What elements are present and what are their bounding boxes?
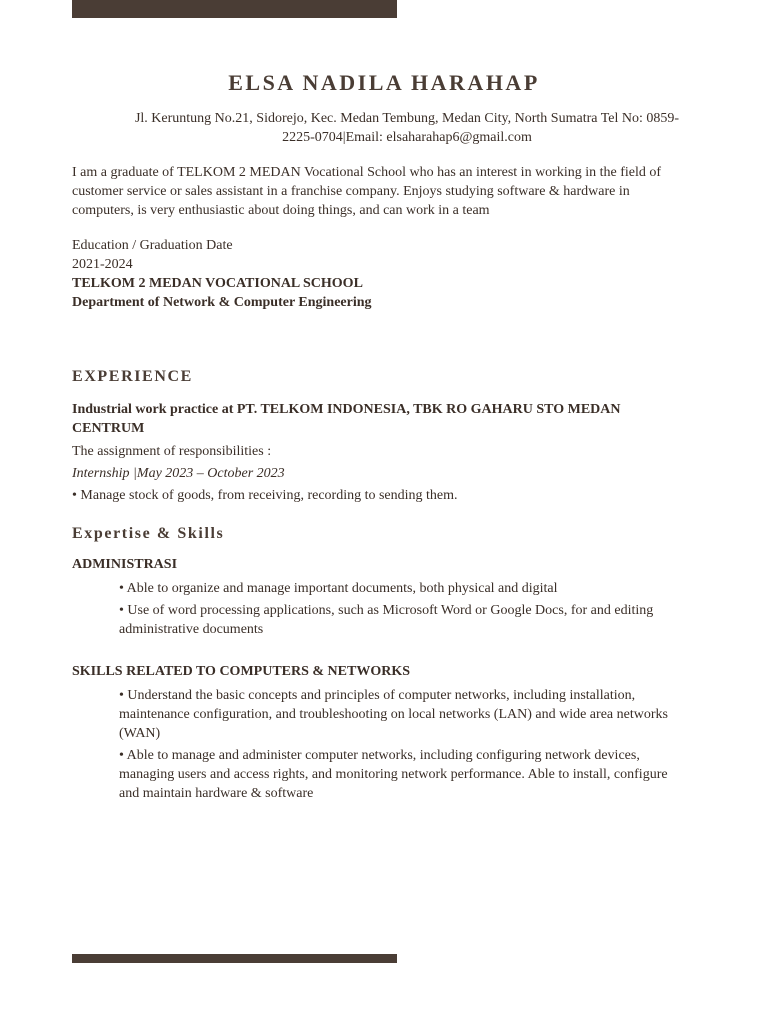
bottom-decorative-bar (72, 954, 397, 963)
experience-section (72, 400, 692, 505)
list-item: • Use of word processing applications, such as Microsoft Word or Google Docs, for and editing administrative documents (119, 603, 654, 637)
contact-address: Jl. Keruntung No.21, Sidorejo, Kec. Medan Tembung, Medan City, North Sumatra Tel No: 0859-2225-0704|Email: elsaharahap6@gmail.com (134, 111, 680, 145)
candidate-name: ELSA NADILA HARAHAP (228, 70, 540, 95)
network-skills-heading: SKILLS RELATED TO COMPUTERS & NETWORKS (72, 664, 411, 679)
education-department: Department of Network & Computer Engineering (72, 295, 372, 310)
experience-role: Industrial work practice at PT. TELKOM INDONESIA, TBK RO GAHARU STO MEDAN CENTRUM (72, 402, 621, 436)
experience-heading: EXPERIENCE (72, 368, 193, 385)
experience-period: Internship |May 2023 – October 2023 (72, 466, 285, 481)
experience-assignment-label: The assignment of responsibilities : (72, 444, 272, 459)
admin-skills-heading: ADMINISTRASI (72, 557, 178, 572)
education-years: 2021-2024 (72, 257, 133, 272)
profile-summary: I am a graduate of TELKOM 2 MEDAN Vocational School who has an interest in working in the field of customer service or sales assistant in a franchise company. Enjoys studying software & hardware in computers, is very enthusiastic about doing things, and can work in a team (72, 165, 662, 218)
education-section (72, 236, 692, 312)
list-item: • Able to manage and administer computer networks, including configuring network devices, managing users and access rights, and monitoring network performance. Able to install, configure and maintain hardware & software (119, 748, 668, 801)
education-school: TELKOM 2 MEDAN VOCATIONAL SCHOOL (72, 276, 363, 291)
list-item: • Able to organize and manage important documents, both physical and digital (119, 581, 558, 596)
top-decorative-bar (72, 0, 397, 18)
network-skills-list (119, 686, 679, 806)
list-item: • Understand the basic concepts and principles of computer networks, including installation, maintenance configuration, and troubleshooting on local networks (LAN) and wide area networks (WAN) (119, 688, 668, 741)
skills-heading: Expertise & Skills (72, 525, 225, 542)
education-label: Education / Graduation Date (72, 238, 233, 253)
experience-bullet: • Manage stock of goods, from receiving, recording to sending them. (72, 488, 458, 503)
admin-skills-list (119, 579, 679, 642)
